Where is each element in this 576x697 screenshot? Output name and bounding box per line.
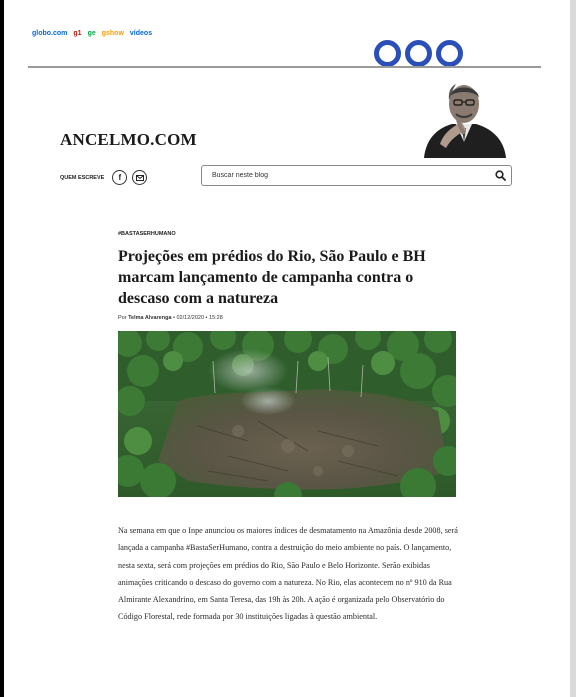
search-input[interactable] xyxy=(202,171,489,180)
nav-videos-link[interactable]: vídeos xyxy=(129,29,153,37)
nav-globo-link[interactable]: globo.com xyxy=(32,29,68,37)
article-photo xyxy=(118,331,456,497)
page-edge xyxy=(570,0,576,697)
article-tag[interactable]: #BASTASERHUMANO xyxy=(118,231,176,237)
header-divider xyxy=(28,66,541,68)
article-byline xyxy=(118,315,223,321)
ooo-circle-2 xyxy=(405,40,432,67)
article-datetime: • 02/12/2020 • 15:28 xyxy=(171,315,223,321)
columnist-portrait xyxy=(418,72,510,158)
facebook-icon[interactable]: f xyxy=(112,170,127,185)
ooo-circle-3 xyxy=(436,40,463,67)
author-name[interactable]: Telma Alvarenga xyxy=(128,315,172,321)
email-icon[interactable] xyxy=(132,170,147,185)
ooo-circle-1 xyxy=(374,40,401,67)
byline-prefix: Por xyxy=(118,315,129,321)
globo-nav xyxy=(32,28,152,38)
ooo-logo-icon[interactable] xyxy=(374,40,463,67)
nav-gshow-link[interactable]: gshow xyxy=(101,29,124,37)
site-name[interactable]: ANCELMO.COM xyxy=(60,130,197,149)
nav-ge-link[interactable]: ge xyxy=(87,29,96,37)
nav-g1-link[interactable]: g1 xyxy=(73,29,82,37)
search-icon[interactable] xyxy=(489,166,511,185)
quem-escreve-bar xyxy=(60,170,147,185)
article-body: Na semana em que o Inpe anunciou os maiores índices de desmatamento na Amazônia desde 2008, será lançada a campanha #BastaSerHumano, contra a destruição do meio ambiente no país. O lançamento, nesta sexta, será com projeções em prédios do Rio, São Paulo e Belo Horizonte. Serão exibidas animações criticando o descaso do governo com a natureza. No Rio, elas acontecem no nº 910 da Rua Almirante Alexandrino, em Santa Teresa, das 19h às 20h. A ação é organizada pelo Observatório do Código Florestal, rede formada por 30 instituições ligadas à questão ambiental. xyxy=(118,526,458,622)
quem-escreve-link[interactable]: QUEM ESCREVE xyxy=(60,174,105,181)
blog-search xyxy=(201,165,512,186)
article-title: Projeções em prédios do Rio, São Paulo e BH marcam lançamento de campanha contra o descaso com a natureza xyxy=(118,248,426,307)
